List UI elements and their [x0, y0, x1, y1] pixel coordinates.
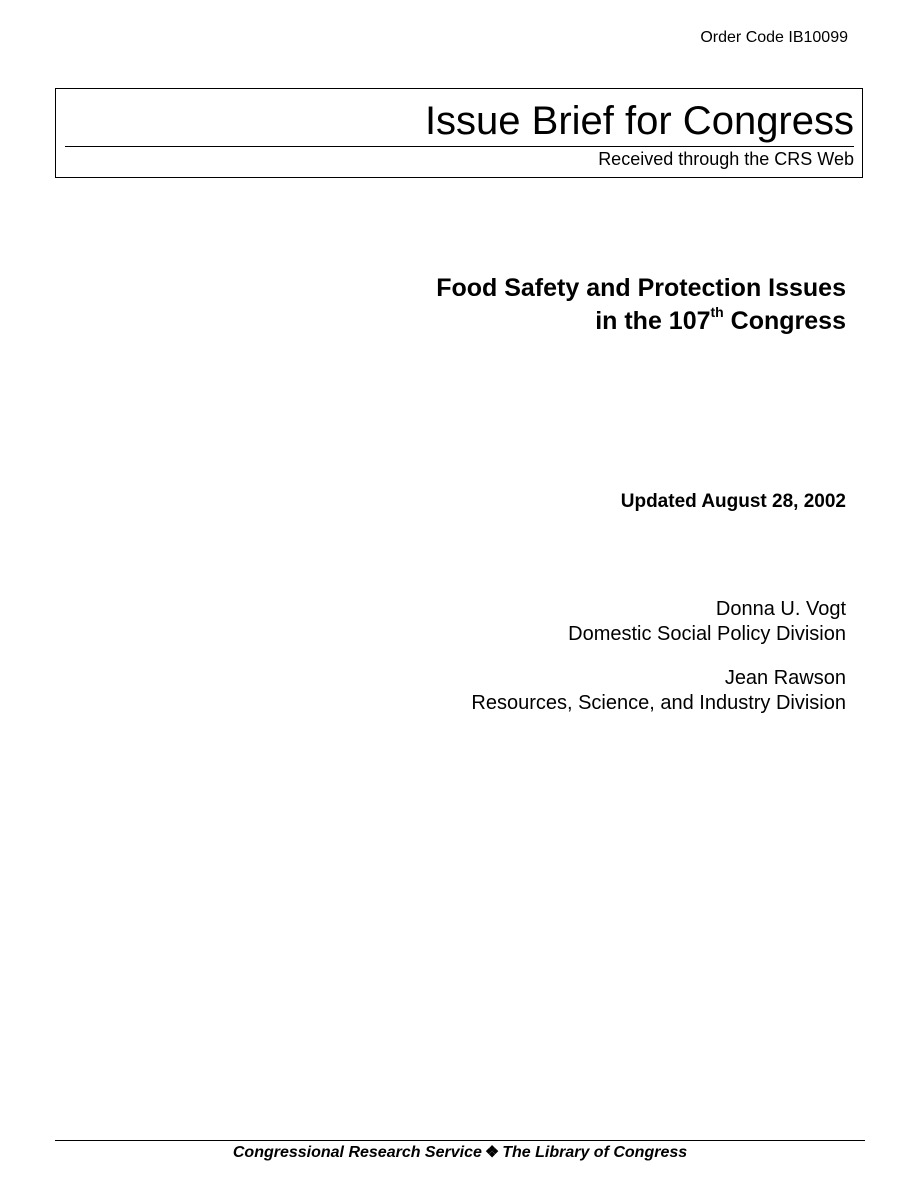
header-subtitle: Received through the CRS Web	[598, 149, 854, 169]
footer-publisher: Congressional Research Service	[232, 1144, 482, 1161]
footer-separator-icon: ❖	[484, 1144, 500, 1161]
footer-divider	[55, 1140, 865, 1141]
report-title	[436, 272, 846, 338]
author-division: Domestic Social Policy Division	[568, 623, 846, 645]
report-title-line-2-end: Congress	[723, 307, 846, 335]
author-block-1	[568, 597, 846, 647]
author-division: Resources, Science, and Industry Division	[471, 692, 846, 714]
report-title-line-2	[436, 305, 846, 338]
footer	[0, 1143, 920, 1163]
updated-date: Updated August 28, 2002	[620, 491, 846, 512]
report-title-line-1: Food Safety and Protection Issues	[436, 274, 846, 302]
issue-brief-header	[55, 88, 863, 178]
author-name: Donna U. Vogt	[715, 598, 846, 620]
report-title-line-2-start: in the 107	[595, 307, 711, 335]
header-title: Issue Brief for Congress	[424, 99, 854, 143]
header-divider	[65, 146, 854, 147]
footer-library: The Library of Congress	[502, 1144, 688, 1161]
order-code: Order Code IB10099	[700, 29, 848, 46]
ordinal-superscript: th	[710, 303, 724, 320]
author-name: Jean Rawson	[724, 667, 846, 689]
author-block-2	[471, 666, 846, 716]
